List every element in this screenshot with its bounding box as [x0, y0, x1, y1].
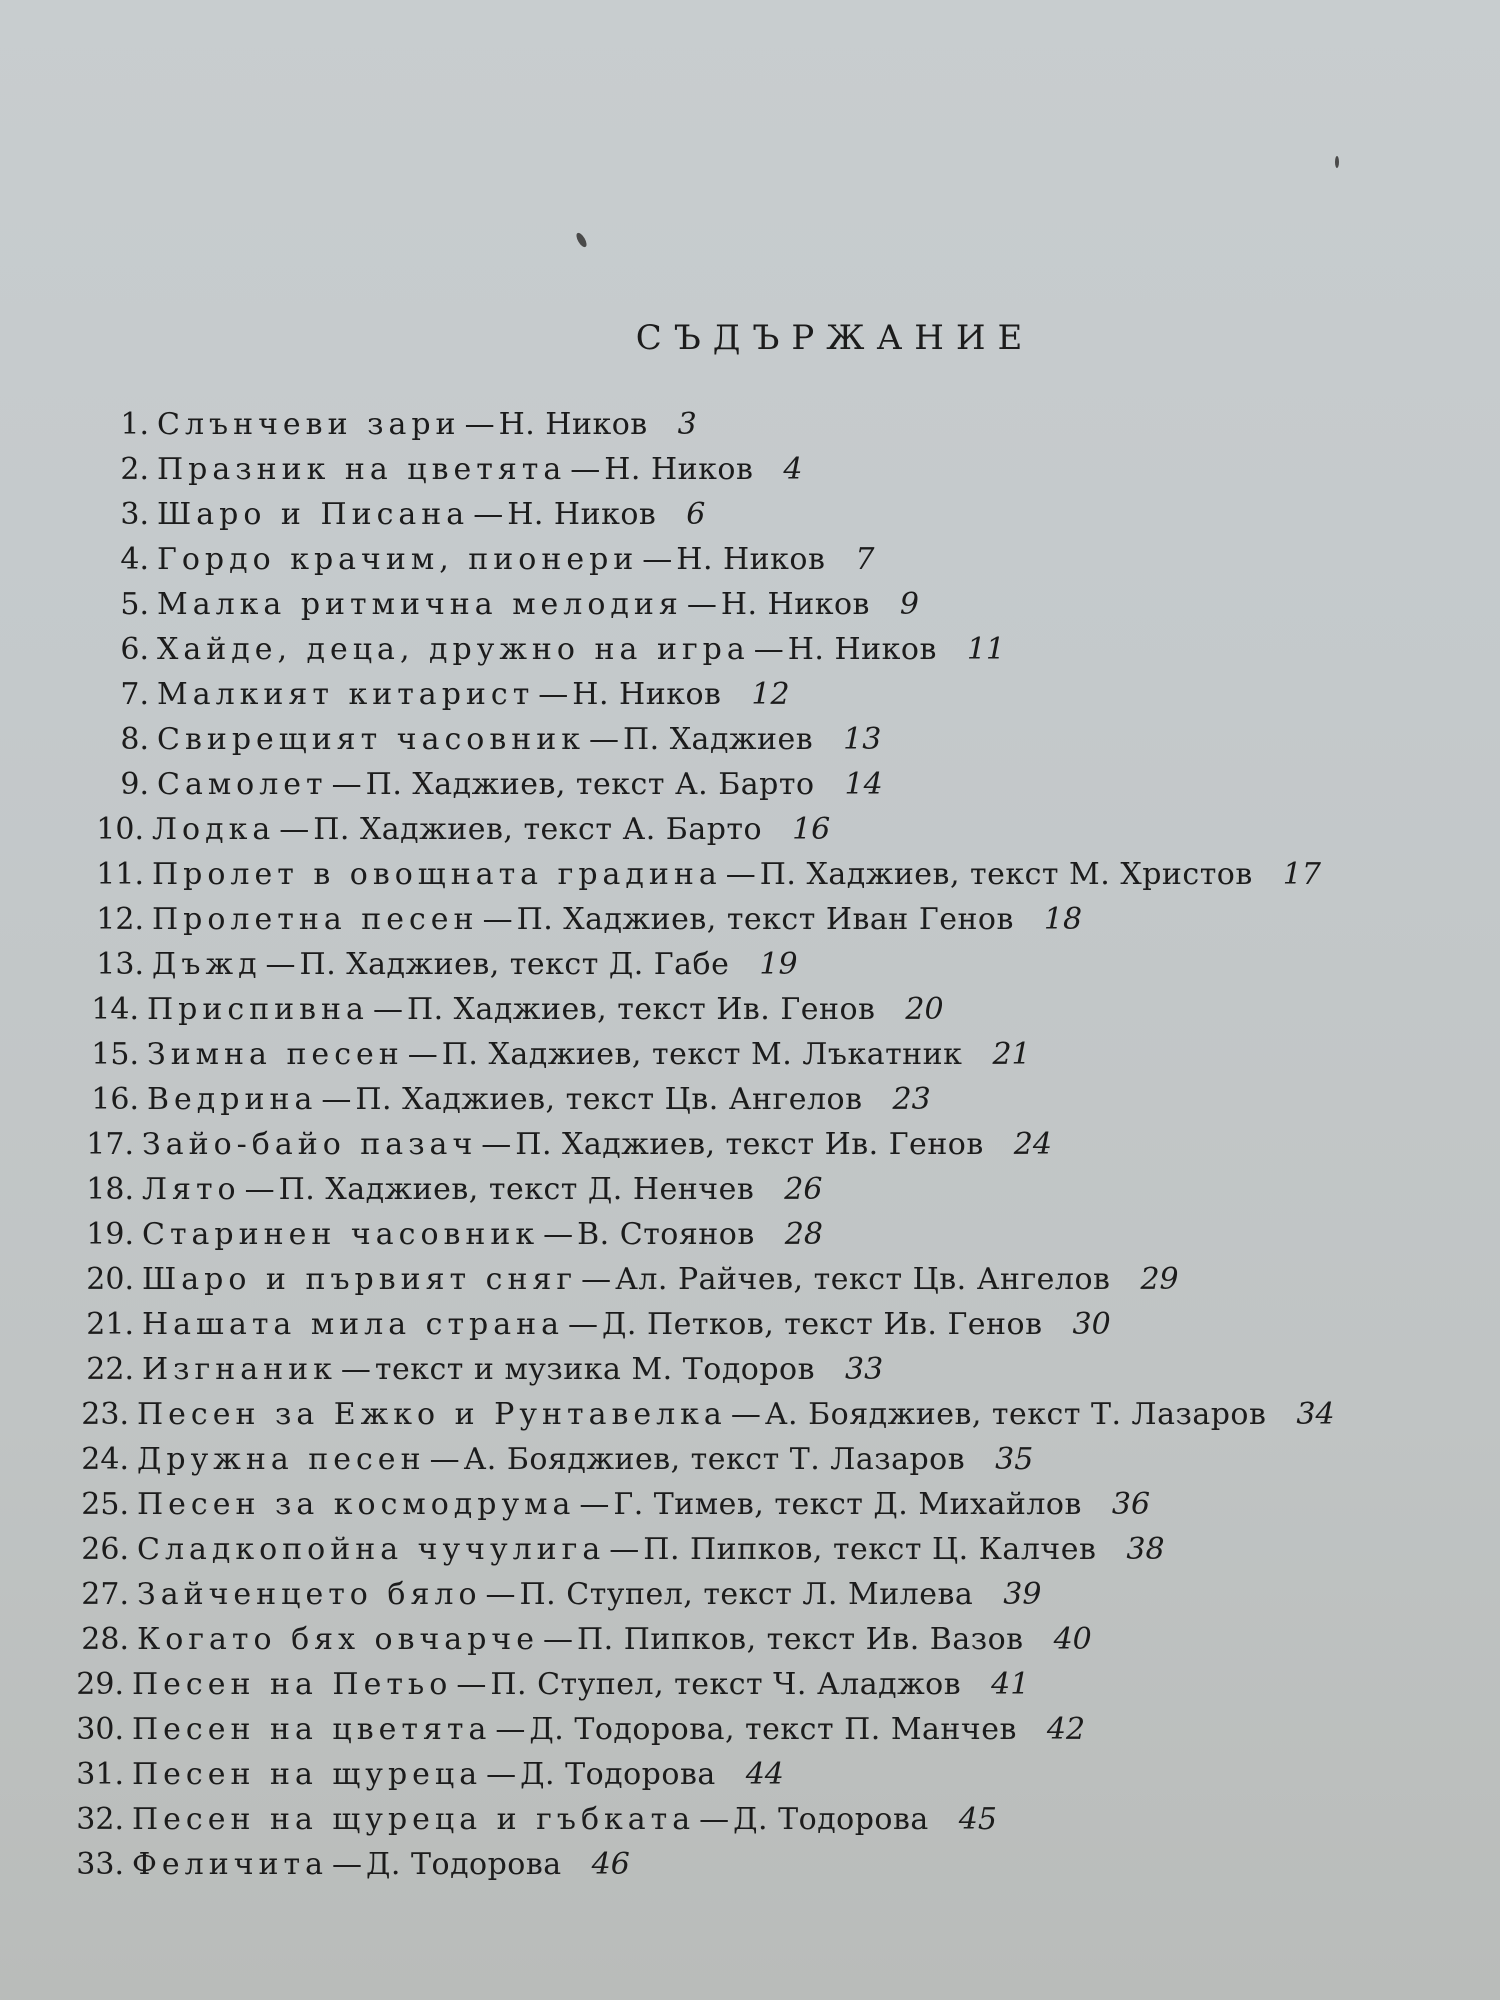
- toc-entry: [55, 402, 1475, 447]
- page-title: СЪДЪРЖАНИЕ: [635, 318, 1035, 358]
- entry-number: 21.: [86, 1307, 134, 1342]
- page-number: 21: [992, 1037, 1031, 1072]
- toc-entry: [55, 1572, 1475, 1617]
- page-number: 6: [686, 497, 706, 532]
- entry-number: 32.: [76, 1802, 124, 1837]
- dash-separator: —: [581, 1262, 612, 1297]
- entry-number: 11.: [96, 857, 144, 892]
- entry-number: 9.: [120, 767, 149, 802]
- song-title: Гордо крачим, пионери: [157, 542, 639, 577]
- toc-entry: [55, 1212, 1475, 1257]
- song-title: Песен на щуреца и гъбката: [132, 1802, 696, 1837]
- entry-number: 24.: [81, 1442, 129, 1477]
- entry-number: 5.: [120, 587, 149, 622]
- page-number: 24: [1013, 1127, 1052, 1162]
- page-number: 36: [1111, 1487, 1151, 1522]
- page-number: 19: [759, 947, 798, 982]
- page-number: 16: [792, 812, 831, 847]
- entry-number: 31.: [76, 1757, 124, 1792]
- toc-entry: [55, 1527, 1475, 1572]
- entry-number: 16.: [91, 1082, 139, 1117]
- song-credit: П. Ступел, текст Л. Милева: [519, 1577, 974, 1612]
- song-credit: Н. Ников: [787, 632, 937, 667]
- page-number: 41: [991, 1667, 1030, 1702]
- song-credit: Н. Ников: [676, 542, 826, 577]
- song-title: Изгнаник: [142, 1352, 337, 1387]
- song-title: Старинен часовник: [142, 1217, 540, 1252]
- entry-number: 10.: [96, 812, 144, 847]
- page-number: 9: [899, 587, 919, 622]
- toc-entry: [55, 987, 1475, 1032]
- dash-separator: —: [486, 1757, 517, 1792]
- page-number: 17: [1282, 857, 1321, 892]
- entry-number: 27.: [81, 1577, 129, 1612]
- song-credit: Н. Ников: [720, 587, 870, 622]
- entry-number: 18.: [86, 1172, 134, 1207]
- dash-separator: —: [570, 452, 601, 487]
- song-credit: П. Хаджиев, текст М. Христов: [759, 857, 1253, 892]
- entry-number: 25.: [81, 1487, 129, 1522]
- toc-entry: [55, 1347, 1475, 1392]
- dash-separator: —: [372, 992, 403, 1027]
- page-number: 29: [1140, 1262, 1179, 1297]
- entry-number: 29.: [76, 1667, 124, 1702]
- toc-entry: [55, 582, 1475, 627]
- page-number: 12: [751, 677, 790, 712]
- dash-separator: —: [609, 1532, 640, 1567]
- dash-separator: —: [265, 947, 296, 982]
- page-number: 23: [892, 1082, 931, 1117]
- page-number: 35: [995, 1442, 1034, 1477]
- page-number: 39: [1003, 1577, 1042, 1612]
- song-credit: П. Хаджиев: [622, 722, 814, 757]
- dash-separator: —: [588, 722, 619, 757]
- dash-separator: —: [538, 677, 569, 712]
- song-credit: П. Хаджиев, текст Ив. Генов: [515, 1127, 984, 1162]
- entry-number: 6.: [120, 632, 149, 667]
- toc-entry: [55, 1842, 1475, 1887]
- song-credit: П. Хаджиев, текст Д. Габе: [299, 947, 730, 982]
- dash-separator: —: [331, 767, 362, 802]
- song-title: Малка ритмична мелодия: [157, 587, 683, 622]
- song-title: Пролет в овощната градина: [152, 857, 722, 892]
- toc-entry: [55, 627, 1475, 672]
- dash-separator: —: [464, 407, 495, 442]
- song-title: Шаро и първият сняг: [142, 1262, 578, 1297]
- entry-number: 17.: [86, 1127, 134, 1162]
- song-title: Феличита: [132, 1847, 329, 1882]
- page-number: 33: [845, 1352, 884, 1387]
- entry-number: 2.: [120, 452, 149, 487]
- song-credit: текст и музика М. Тодоров: [374, 1352, 816, 1387]
- entry-number: 1.: [120, 407, 149, 442]
- song-title: Дъжд: [152, 947, 262, 982]
- dash-separator: —: [542, 1622, 573, 1657]
- toc-entry: [55, 1302, 1475, 1347]
- song-credit: Н. Ников: [507, 497, 657, 532]
- toc-entry: [55, 1752, 1475, 1797]
- song-credit: П. Хаджиев, текст А. Барто: [313, 812, 763, 847]
- song-title: Песен за Ежко и Рунтавелка: [137, 1397, 727, 1432]
- toc-entry: [55, 672, 1475, 717]
- page-number: 7: [855, 542, 875, 577]
- song-title: Хайде, деца, дружно на игра: [157, 632, 750, 667]
- entry-number: 23.: [81, 1397, 129, 1432]
- song-credit: Н. Ников: [604, 452, 754, 487]
- toc-entry: [55, 852, 1475, 897]
- dash-separator: —: [725, 857, 756, 892]
- song-title: Свирещият часовник: [157, 722, 585, 757]
- song-credit: Д. Тодорова: [366, 1847, 562, 1882]
- song-credit: В. Стоянов: [577, 1217, 755, 1252]
- song-credit: П. Хаджиев, текст А. Барто: [365, 767, 815, 802]
- entry-number: 19.: [86, 1217, 134, 1252]
- entry-number: 4.: [120, 542, 149, 577]
- toc-entry: [55, 1617, 1475, 1662]
- song-title: Празник на цветята: [157, 452, 567, 487]
- song-title: Песен за космодрума: [137, 1487, 576, 1522]
- toc-entry: [55, 1257, 1475, 1302]
- song-credit: П. Хаджиев, текст М. Лъкатник: [441, 1037, 963, 1072]
- entry-number: 20.: [86, 1262, 134, 1297]
- song-credit: П. Хаджиев, текст Иван Генов: [516, 902, 1014, 937]
- page-number: 18: [1043, 902, 1083, 937]
- dash-separator: —: [543, 1217, 574, 1252]
- song-credit: П. Хаджиев, текст Цв. Ангелов: [355, 1082, 863, 1117]
- song-title: Когато бях овчарче: [137, 1622, 539, 1657]
- song-credit: А. Бояджиев, текст Т. Лазаров: [764, 1397, 1267, 1432]
- dash-separator: —: [456, 1667, 487, 1702]
- toc-entry: [55, 897, 1475, 942]
- toc-entry: [55, 1392, 1475, 1437]
- page-number: 40: [1053, 1622, 1092, 1657]
- song-credit: Н. Ников: [572, 677, 722, 712]
- entry-number: 22.: [86, 1352, 134, 1387]
- song-title: Самолет: [157, 767, 328, 802]
- song-credit: Г. Тимев, текст Д. Михайлов: [613, 1487, 1082, 1522]
- toc-entry: [55, 447, 1475, 492]
- song-credit: Н. Ников: [498, 407, 648, 442]
- dash-separator: —: [481, 1127, 512, 1162]
- song-credit: Д. Петков, текст Ив. Генов: [602, 1307, 1043, 1342]
- song-title: Песен на щуреца: [132, 1757, 483, 1792]
- song-title: Зайо-байо пазач: [142, 1127, 478, 1162]
- entry-number: 30.: [76, 1712, 124, 1747]
- page-number: 26: [784, 1172, 823, 1207]
- page-number: 42: [1046, 1712, 1086, 1747]
- song-credit: Д. Тодорова, текст П. Манчев: [529, 1712, 1017, 1747]
- dash-separator: —: [579, 1487, 610, 1522]
- song-title: Пролетна песен: [152, 902, 479, 937]
- entry-number: 7.: [120, 677, 149, 712]
- page-number: 38: [1126, 1532, 1165, 1567]
- table-of-contents: [55, 402, 1475, 1887]
- toc-entry: [55, 1437, 1475, 1482]
- song-credit: Д. Тодорова: [733, 1802, 929, 1837]
- entry-number: 8.: [120, 722, 149, 757]
- song-title: Шаро и Писана: [157, 497, 470, 532]
- page-number: 45: [958, 1802, 997, 1837]
- entry-number: 15.: [91, 1037, 139, 1072]
- dash-separator: —: [429, 1442, 460, 1477]
- toc-entry: [55, 807, 1475, 852]
- page-number: 30: [1072, 1307, 1111, 1342]
- song-title: Сладкопойна чучулига: [137, 1532, 606, 1567]
- song-title: Лодка: [152, 812, 276, 847]
- dash-separator: —: [340, 1352, 371, 1387]
- page-number: 14: [844, 767, 883, 802]
- entry-number: 13.: [96, 947, 144, 982]
- toc-entry: [55, 1077, 1475, 1122]
- song-title: Приспивна: [147, 992, 369, 1027]
- song-title: Песен на Петьо: [132, 1667, 453, 1702]
- song-credit: П. Хаджиев, текст Ив. Генов: [406, 992, 876, 1027]
- dash-separator: —: [730, 1397, 761, 1432]
- entry-number: 12.: [96, 902, 144, 937]
- page-number: 44: [745, 1757, 784, 1792]
- dash-separator: —: [699, 1802, 730, 1837]
- song-title: Нашата мила страна: [142, 1307, 565, 1342]
- song-title: Малкият китарист: [157, 677, 535, 712]
- page-number: 46: [591, 1847, 630, 1882]
- song-title: Песен на цветята: [132, 1712, 492, 1747]
- dash-separator: —: [485, 1577, 516, 1612]
- dash-separator: —: [686, 587, 717, 622]
- page-number: 11: [966, 632, 1006, 667]
- toc-entry: [55, 1167, 1475, 1212]
- dash-separator: —: [407, 1037, 438, 1072]
- paper-speck: [1335, 156, 1339, 168]
- entry-number: 28.: [81, 1622, 129, 1657]
- dash-separator: —: [495, 1712, 526, 1747]
- dash-separator: —: [642, 542, 673, 577]
- song-title: Зимна песен: [147, 1037, 404, 1072]
- song-title: Зайченцето бяло: [137, 1577, 482, 1612]
- song-title: Слънчеви зари: [157, 407, 461, 442]
- toc-entry: [55, 717, 1475, 762]
- entry-number: 26.: [81, 1532, 129, 1567]
- dash-separator: —: [482, 902, 513, 937]
- song-credit: Ал. Райчев, текст Цв. Ангелов: [615, 1262, 1111, 1297]
- toc-entry: [55, 1797, 1475, 1842]
- toc-entry: [55, 1662, 1475, 1707]
- song-credit: П. Хаджиев, текст Д. Ненчев: [278, 1172, 755, 1207]
- page-number: 4: [783, 452, 803, 487]
- entry-number: 33.: [76, 1847, 124, 1882]
- page-number: 20: [905, 992, 944, 1027]
- dash-separator: —: [473, 497, 504, 532]
- song-credit: Д. Тодорова: [520, 1757, 716, 1792]
- dash-separator: —: [279, 812, 310, 847]
- toc-entry: [55, 492, 1475, 537]
- toc-entry: [55, 762, 1475, 807]
- toc-entry: [55, 1122, 1475, 1167]
- song-credit: П. Ступел, текст Ч. Аладжов: [490, 1667, 962, 1702]
- song-title: Дружна песен: [137, 1442, 426, 1477]
- song-title: Ведрина: [147, 1082, 318, 1117]
- page-number: 13: [843, 722, 882, 757]
- page-number: 28: [784, 1217, 823, 1252]
- dash-separator: —: [753, 632, 784, 667]
- entry-number: 14.: [91, 992, 139, 1027]
- toc-entry: [55, 1032, 1475, 1077]
- song-credit: П. Пипков, текст Ц. Калчев: [643, 1532, 1097, 1567]
- toc-entry: [55, 1482, 1475, 1527]
- song-title: Лято: [142, 1172, 241, 1207]
- dash-separator: —: [244, 1172, 275, 1207]
- dash-separator: —: [568, 1307, 599, 1342]
- toc-entry: [55, 1707, 1475, 1752]
- song-credit: П. Пипков, текст Ив. Вазов: [576, 1622, 1024, 1657]
- entry-number: 3.: [120, 497, 149, 532]
- song-credit: А. Бояджиев, текст Т. Лазаров: [463, 1442, 966, 1477]
- page-number: 3: [677, 407, 697, 442]
- dash-separator: —: [332, 1847, 363, 1882]
- toc-entry: [55, 537, 1475, 582]
- paper-speck: [574, 231, 588, 248]
- page-number: 34: [1296, 1397, 1335, 1432]
- toc-entry: [55, 942, 1475, 987]
- dash-separator: —: [321, 1082, 352, 1117]
